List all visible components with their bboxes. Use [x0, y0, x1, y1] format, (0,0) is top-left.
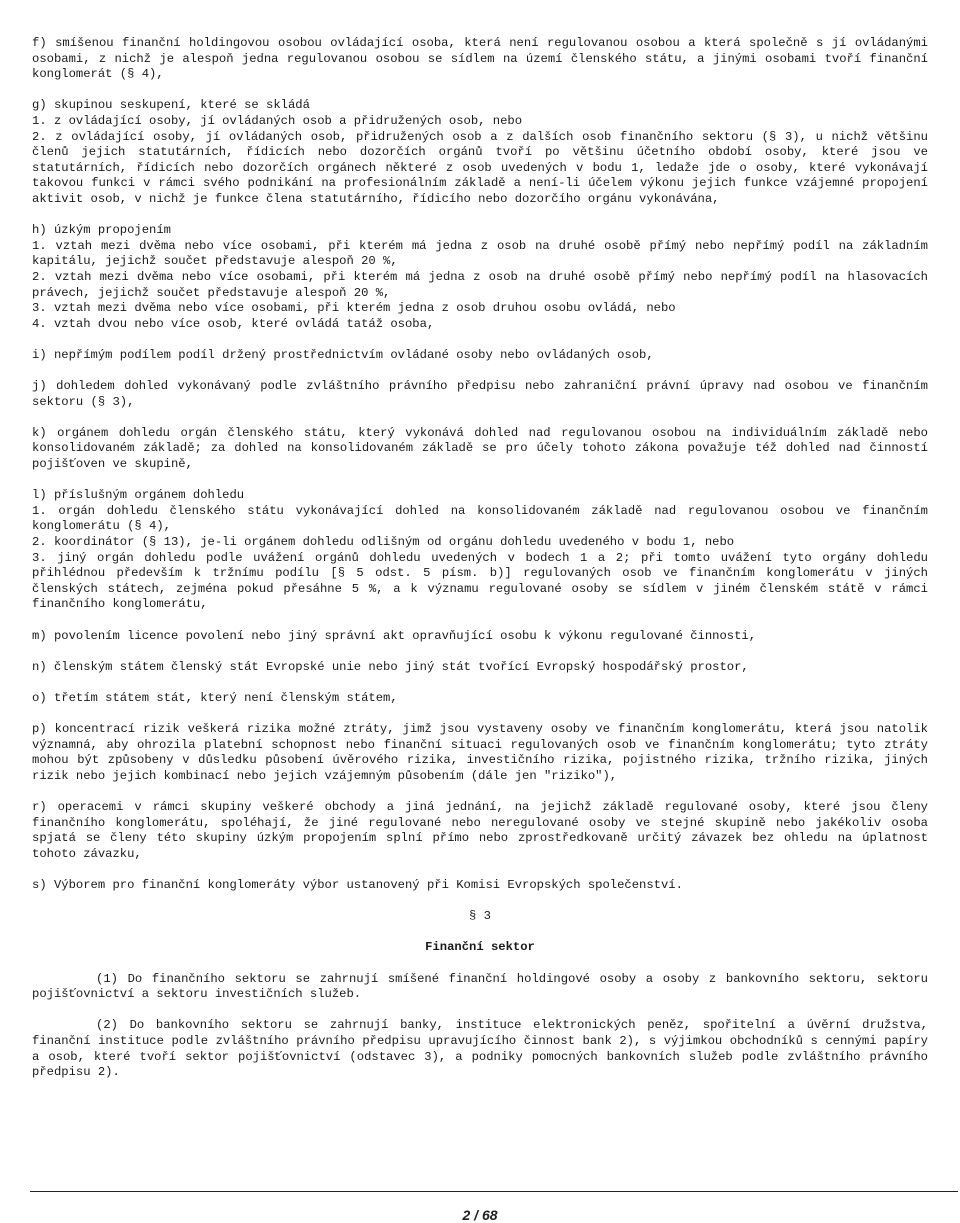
item-n: [32, 660, 928, 676]
item-p-text: p) koncentrací rizik veškerá rizika možné ztráty, jimž jsou vystaveny osoby ve finančním konglomerátu, která jsou natolik významná, aby ohrozila platební schopnost nebo finanční situaci regulovaných osob ve finančním konglomerátu; tyto ztráty mohou být způsobeny v důsledku působení úvěrového rizika, investičního rizika, pojistného rizika, tržního rizika, jiných rizik nebo jejich kombinací nebo jejich vzájemným působením (dále jen "riziko"),: [32, 722, 928, 783]
item-o-text: o) třetím státem stát, který není členským státem,: [32, 690, 398, 705]
item-s: [32, 878, 928, 894]
item-f-text: f) smíšenou finanční holdingovou osobou ovládající osoba, která není regulovanou osobou a která společně s jí ovládanými osobami, z nichž je alespoň jedna regulovanou osobou se sídlem na území členského státu, a jinými osobami tvoří finanční konglomerát (§ 4),: [32, 36, 928, 82]
item-j-text: j) dohledem dohled vykonávaný podle zvláštního právního předpisu nebo zahraniční právní úpravy nad osobou ve finančním sektoru (§ 3),: [32, 379, 928, 409]
section-paragraph-2: (2) Do bankovního sektoru se zahrnují banky, instituce elektronických peněz, spořitelní a úvěrní družstva, finanční instituce podle zvláštního právního předpisu upravujícího činnost bank 2), s výjimkou obchodníků s cennými papíry a osob, které tvoří sektor pojišťovnictví (odstavec 3), a podniky pomocných bankovních služeb podle zvláštního právního předpisu 2).: [32, 1018, 928, 1080]
item-r-text: r) operacemi v rámci skupiny veškeré obchody a jiná jednání, na jejichž základě regulované osoby, které jsou členy finančního konglomerátu, spoléhají, že jiné regulované nebo neregulované osoby ve stejné skupině nebo jakékoliv osoba spjatá se členy této skupiny úzkým propojením splní přímo nebo zprostředkovaně určitý závazek bez ohledu na úplatnost tohoto závazku,: [32, 800, 928, 861]
item-s-text: s) Výborem pro finanční konglomeráty výbor ustanovený při Komisi Evropských společenství.: [32, 878, 683, 893]
page-number: 2 / 68: [462, 1207, 498, 1223]
footer-divider: [30, 1191, 958, 1192]
item-g-point-1: 1. z ovládající osoby, jí ovládaných osob a přidružených osob, nebo: [32, 113, 523, 128]
section-title: Finanční sektor: [425, 940, 535, 955]
document-body: [32, 36, 928, 1096]
item-m: [32, 629, 928, 645]
item-k: [32, 426, 928, 473]
item-h-heading: h) úzkým propojením: [32, 223, 171, 238]
item-i: [32, 348, 928, 364]
item-l-point-3: 3. jiný orgán dohledu podle uvážení orgánů dohledu uvedených v bodech 1 a 2; při tomto uvážení tyto orgány dohledu přihlédnou především k tržnímu podílu [§ 5 odst. 5 písm. b)] regulovaných osob ve finančním konglomerátu v jiných členských státech, zejména pokud přesáhne 5 %, a k významu regulované osoby se sídlem v jiném členském státě v rámci finančního konglomerátu,: [32, 550, 928, 612]
item-h-point-3: 3. vztah mezi dvěma nebo více osobami, při kterém jedna z osob druhou osobu ovládá, nebo: [32, 301, 676, 316]
item-p: [32, 722, 928, 784]
item-k-text: k) orgánem dohledu orgán členského státu, který vykonává dohled nad regulovanou osobou na individuálním základě nebo konsolidovaném základě; za dohled na konsolidovaném základě se pro účely tohoto zákona považuje též dohled nad činností pojišťoven ve skupině,: [32, 425, 928, 472]
item-l: [32, 488, 928, 613]
item-g-heading: g) skupinou seskupení, které se skládá: [32, 98, 310, 113]
item-n-text: n) členským státem členský stát Evropské unie nebo jiný stát tvořící Evropský hospodářský prostor,: [32, 659, 749, 674]
section-paragraph-1: (1) Do finančního sektoru se zahrnují smíšené finanční holdingové osoby a osoby z bankovního sektoru, sektoru pojišťovnictví a sektoru investičních služeb.: [32, 971, 928, 1002]
item-h-point-1: 1. vztah mezi dvěma nebo více osobami, při kterém má jedna z osob na druhé osobě přímý nebo nepřímý podíl na základním kapitálu, jejichž součet představuje alespoň 20 %,: [32, 238, 928, 269]
item-o: [32, 691, 928, 707]
item-g: [32, 98, 928, 207]
item-l-heading: l) příslušným orgánem dohledu: [32, 488, 245, 503]
item-l-point-1: 1. orgán dohledu členského státu vykonávající dohled na konsolidovaném základě nad regulovanou osobou ve finančním konglomerátu (§ 4),: [32, 503, 928, 534]
item-h-point-4: 4. vztah dvou nebo více osob, které ovládá tatáž osoba,: [32, 316, 435, 331]
item-m-text: m) povolením licence povolení nebo jiný správní akt opravňující osobu k výkonu regulované činnosti,: [32, 628, 757, 643]
item-r: [32, 800, 928, 862]
item-f: [32, 36, 928, 83]
item-l-point-2: 2. koordinátor (§ 13), je-li orgánem dohledu odlišným od orgánu dohledu uvedeného v bodu 1, nebo: [32, 535, 735, 549]
item-i-text: i) nepřímým podílem podíl držený prostřednictvím ovládané osoby nebo ovládaných osob,: [32, 347, 654, 362]
item-g-point-2: 2. z ovládající osoby, jí ovládaných osob, přidružených osob a z dalších osob finančního sektoru (§ 3), u nichž většinu členů jejich statutárních, řídicích nebo dozorčích orgánů tvoří po většinu účetního období osoby, které jsou ve statutárních, řídicích nebo dozorčích orgánech některé z osob uvedených v bodu 1, ledaže jde o osoby, které vykonávají takovou funkci v rámci svého podnikání na profesionálním základě a není-li účelem výkonu jejich funkce vzájemné propojení aktivit osob, v nichž je funkce člena statutárního, řídicího nebo dozorčího orgánu vykonávána,: [32, 129, 928, 206]
item-j: [32, 379, 928, 410]
item-h: [32, 223, 928, 332]
item-h-point-2: 2. vztah mezi dvěma nebo více osobami, při kterém má jedna z osob na druhé osobě přímý nebo nepřímý podíl na hlasovacích právech, jejichž součet představuje alespoň 20 %,: [32, 269, 928, 300]
section-mark: § 3: [469, 909, 491, 924]
